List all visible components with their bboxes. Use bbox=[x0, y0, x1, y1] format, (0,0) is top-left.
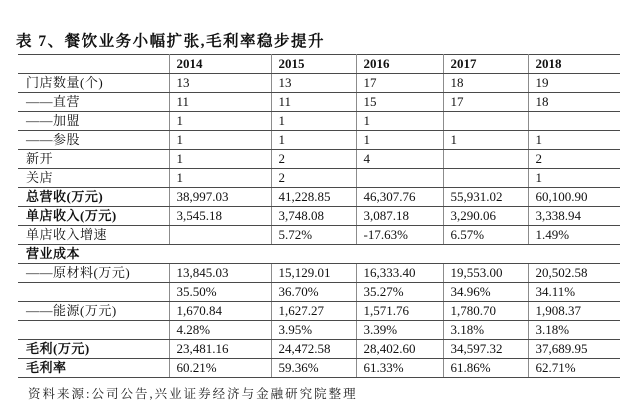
value-cell: 23,481.16 bbox=[169, 340, 271, 359]
value-cell: 1 bbox=[356, 131, 443, 150]
value-cell: 13 bbox=[169, 74, 271, 93]
header-cell-year: 2014 bbox=[169, 55, 271, 74]
value-cell: 60.21% bbox=[169, 359, 271, 378]
table-row bbox=[18, 226, 620, 245]
value-cell: 3,087.18 bbox=[356, 207, 443, 226]
value-cell: 62.71% bbox=[528, 359, 620, 378]
value-cell: 1 bbox=[169, 169, 271, 188]
table-row bbox=[18, 283, 620, 302]
row-label-cell: 单店收入增速 bbox=[18, 226, 169, 245]
value-cell: 36.70% bbox=[271, 283, 356, 302]
header-cell-empty bbox=[18, 55, 169, 74]
value-cell: 1 bbox=[271, 112, 356, 131]
value-cell: 60,100.90 bbox=[528, 188, 620, 207]
table-row bbox=[18, 264, 620, 283]
table-title: 表 7、餐饮业务小幅扩张,毛利率稳步提升 bbox=[16, 33, 326, 50]
value-cell: 2 bbox=[271, 150, 356, 169]
row-label-cell bbox=[18, 283, 169, 302]
value-cell bbox=[443, 150, 528, 169]
header-cell-year: 2015 bbox=[271, 55, 356, 74]
value-cell: 34.96% bbox=[443, 283, 528, 302]
table-row bbox=[18, 188, 620, 207]
value-cell: 1,670.84 bbox=[169, 302, 271, 321]
table-row bbox=[18, 131, 620, 150]
value-cell: 1 bbox=[169, 131, 271, 150]
table-body bbox=[18, 74, 620, 378]
value-cell: 18 bbox=[443, 74, 528, 93]
value-cell: 24,472.58 bbox=[271, 340, 356, 359]
row-label-cell: 单店收入(万元) bbox=[18, 207, 169, 226]
value-cell: 34,597.32 bbox=[443, 340, 528, 359]
value-cell: 4 bbox=[356, 150, 443, 169]
value-cell: 1 bbox=[271, 131, 356, 150]
value-cell: 1 bbox=[169, 150, 271, 169]
row-label-cell: ——能源(万元) bbox=[18, 302, 169, 321]
value-cell: 4.28% bbox=[169, 321, 271, 340]
row-label-cell bbox=[18, 321, 169, 340]
value-cell: 16,333.40 bbox=[356, 264, 443, 283]
value-cell: 17 bbox=[356, 74, 443, 93]
table-row bbox=[18, 169, 620, 188]
section-header-cell: 营业成本 bbox=[18, 245, 620, 264]
financial-table-container bbox=[18, 54, 620, 378]
table-row bbox=[18, 150, 620, 169]
value-cell: 1 bbox=[443, 131, 528, 150]
value-cell: 35.50% bbox=[169, 283, 271, 302]
value-cell: 61.33% bbox=[356, 359, 443, 378]
header-cell-year: 2018 bbox=[528, 55, 620, 74]
value-cell: 13 bbox=[271, 74, 356, 93]
value-cell: 11 bbox=[169, 93, 271, 112]
table-row bbox=[18, 112, 620, 131]
value-cell: 1,780.70 bbox=[443, 302, 528, 321]
value-cell: 19 bbox=[528, 74, 620, 93]
value-cell: 38,997.03 bbox=[169, 188, 271, 207]
value-cell: 15,129.01 bbox=[271, 264, 356, 283]
table-row bbox=[18, 74, 620, 93]
value-cell: 37,689.95 bbox=[528, 340, 620, 359]
value-cell: 3.39% bbox=[356, 321, 443, 340]
header-cell-year: 2016 bbox=[356, 55, 443, 74]
table-row bbox=[18, 302, 620, 321]
value-cell: 6.57% bbox=[443, 226, 528, 245]
table-row bbox=[18, 340, 620, 359]
value-cell bbox=[443, 169, 528, 188]
header-cell-year: 2017 bbox=[443, 55, 528, 74]
value-cell: 3.18% bbox=[443, 321, 528, 340]
value-cell bbox=[169, 226, 271, 245]
value-cell: 61.86% bbox=[443, 359, 528, 378]
row-label-cell: 门店数量(个) bbox=[18, 74, 169, 93]
table-header-row bbox=[18, 55, 620, 74]
value-cell: 5.72% bbox=[271, 226, 356, 245]
value-cell: 46,307.76 bbox=[356, 188, 443, 207]
value-cell: 11 bbox=[271, 93, 356, 112]
value-cell: 3.18% bbox=[528, 321, 620, 340]
value-cell: 3,338.94 bbox=[528, 207, 620, 226]
value-cell: 1 bbox=[169, 112, 271, 131]
row-label-cell: 总营收(万元) bbox=[18, 188, 169, 207]
value-cell: 1,627.27 bbox=[271, 302, 356, 321]
value-cell: 2 bbox=[528, 150, 620, 169]
value-cell: 17 bbox=[443, 93, 528, 112]
value-cell: 3,290.06 bbox=[443, 207, 528, 226]
value-cell: 3,545.18 bbox=[169, 207, 271, 226]
value-cell: 15 bbox=[356, 93, 443, 112]
table-row bbox=[18, 359, 620, 378]
row-label-cell: ——加盟 bbox=[18, 112, 169, 131]
table-row bbox=[18, 93, 620, 112]
value-cell: 59.36% bbox=[271, 359, 356, 378]
row-label-cell: 毛利(万元) bbox=[18, 340, 169, 359]
row-label-cell: ——参股 bbox=[18, 131, 169, 150]
value-cell: 1 bbox=[528, 169, 620, 188]
value-cell: 19,553.00 bbox=[443, 264, 528, 283]
value-cell: 55,931.02 bbox=[443, 188, 528, 207]
value-cell: 1,908.37 bbox=[528, 302, 620, 321]
value-cell bbox=[528, 112, 620, 131]
row-label-cell: 关店 bbox=[18, 169, 169, 188]
value-cell: 20,502.58 bbox=[528, 264, 620, 283]
value-cell: 18 bbox=[528, 93, 620, 112]
financial-table bbox=[18, 54, 620, 378]
value-cell: 2 bbox=[271, 169, 356, 188]
row-label-cell: 新开 bbox=[18, 150, 169, 169]
table-row bbox=[18, 321, 620, 340]
value-cell bbox=[356, 169, 443, 188]
value-cell: 41,228.85 bbox=[271, 188, 356, 207]
value-cell: 28,402.60 bbox=[356, 340, 443, 359]
value-cell: 3,748.08 bbox=[271, 207, 356, 226]
table-row bbox=[18, 207, 620, 226]
row-label-cell: ——原材料(万元) bbox=[18, 264, 169, 283]
value-cell: 13,845.03 bbox=[169, 264, 271, 283]
value-cell: 3.95% bbox=[271, 321, 356, 340]
value-cell: 35.27% bbox=[356, 283, 443, 302]
table-row bbox=[18, 245, 620, 264]
source-note: 资料来源:公司公告,兴业证券经济与金融研究院整理 bbox=[28, 387, 358, 401]
value-cell: 1 bbox=[528, 131, 620, 150]
value-cell bbox=[443, 112, 528, 131]
value-cell: 1.49% bbox=[528, 226, 620, 245]
value-cell: -17.63% bbox=[356, 226, 443, 245]
value-cell: 1,571.76 bbox=[356, 302, 443, 321]
value-cell: 34.11% bbox=[528, 283, 620, 302]
row-label-cell: 毛利率 bbox=[18, 359, 169, 378]
row-label-cell: ——直营 bbox=[18, 93, 169, 112]
value-cell: 1 bbox=[356, 112, 443, 131]
